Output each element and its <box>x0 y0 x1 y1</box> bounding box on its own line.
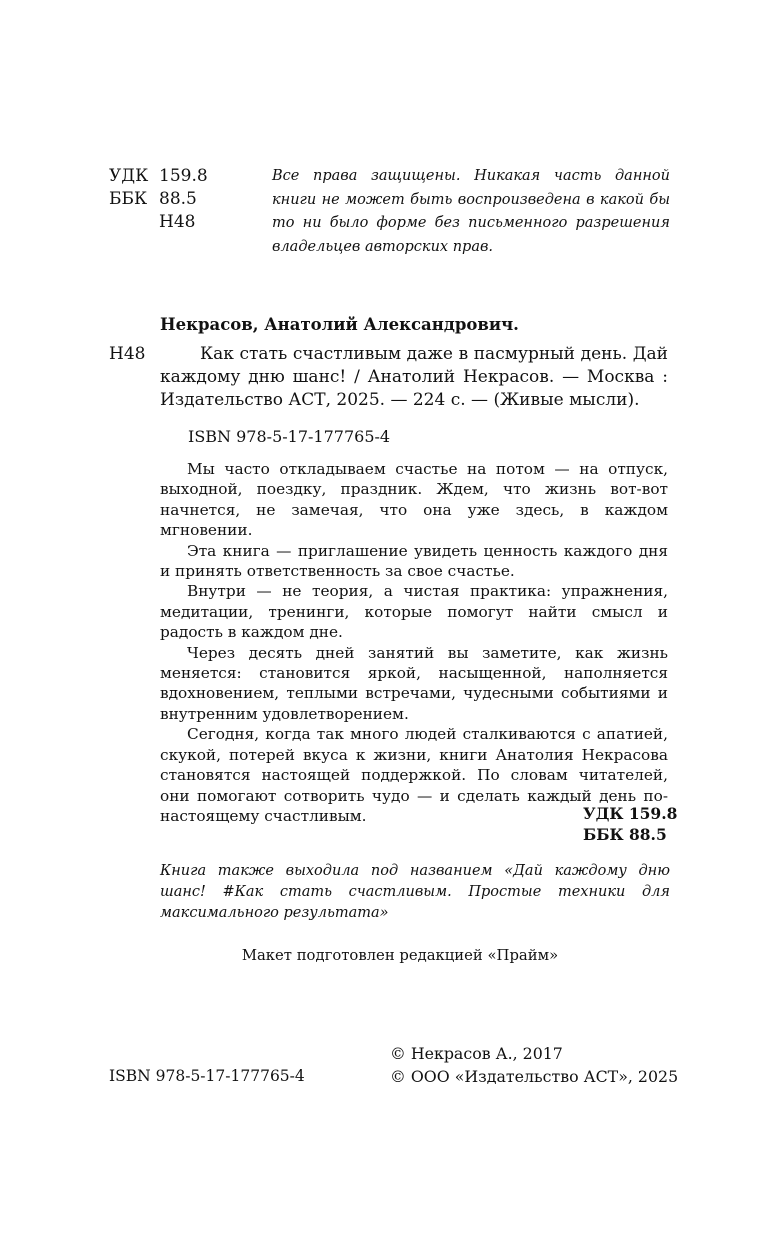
annotation-paragraph: Мы часто откладываем счастье на потом — на отпуск, выходной, поездку, праздник. Ждем, что жизнь вот-вот начнется, не замечая, что она уже здесь, в каждом мгновении. <box>160 460 668 540</box>
author-mark-value: Н48 <box>159 212 196 232</box>
rights-notice: Все права защищены. Никакая часть данной книги не может быть воспроизведена в какой бы то ни было форме без письменного разрешения владельцев авторских прав. <box>272 168 670 255</box>
record-isbn: ISBN 978-5-17-177765-4 <box>188 427 391 446</box>
footer-isbn: ISBN 978-5-17-177765-4 <box>109 1067 305 1085</box>
annotation-codes <box>583 803 677 845</box>
bbk-row <box>109 188 208 211</box>
udk-value: 159.8 <box>159 166 208 186</box>
author-mark-label <box>109 211 159 234</box>
bibliographic-description: Как стать счастливым даже в пасмурный день. Дай каждому дню шанс! / Анатолий Некрасов. — Москва : Издательство АСТ, 2025. — 224 с. — (Живые мысли). <box>160 344 668 410</box>
annotation-paragraph: Сегодня, когда так много людей сталкиваются с апатией, скукой, потерей вкуса к жизни, книги Анатолия Некрасова становятся настоящей поддержкой. По словам читателей, они помогают сотворить чудо — и сделать каждый день по-настоящему счастливым. <box>160 725 668 825</box>
annotation-udk: УДК 159.8 <box>583 804 678 823</box>
annotation-bbk: ББК 88.5 <box>583 825 667 844</box>
copyright-publisher: © ООО «Издательство АСТ», 2025 <box>390 1067 679 1086</box>
prepared-by: Макет подготовлен редакцией «Прайм» <box>241 947 559 964</box>
udk-label: УДК <box>109 166 149 186</box>
copyright-author: © Некрасов А., 2017 <box>390 1044 563 1063</box>
alternate-title-note: Книга также выходила под названием «Дай каждому дню шанс! #Как стать счастливым. Простые техники для максимального результата» <box>160 863 670 921</box>
bbk-label: ББК <box>109 189 148 209</box>
author-mark-row <box>109 211 208 234</box>
annotation-paragraph: Через десять дней занятий вы заметите, как жизнь меняется: становится яркой, насыщенной, наполняется вдохновением, теплыми встречами, чудесными событиями и внутренним удовлетворением. <box>160 643 668 723</box>
author-heading: Некрасов, Анатолий Александрович. <box>160 315 519 334</box>
annotation <box>160 459 668 826</box>
udk-row <box>109 165 208 188</box>
bbk-value: 88.5 <box>159 189 197 209</box>
classification-codes <box>109 165 208 234</box>
annotation-paragraph: Эта книга — приглашение увидеть ценность каждого дня и принять ответственность за свое счастье. <box>160 541 668 581</box>
annotation-paragraph: Внутри — не теория, а чистая практика: упражнения, медитации, тренинги, которые помогут найти смысл и радость в каждом дне. <box>160 582 668 642</box>
author-index: Н48 <box>109 344 146 364</box>
